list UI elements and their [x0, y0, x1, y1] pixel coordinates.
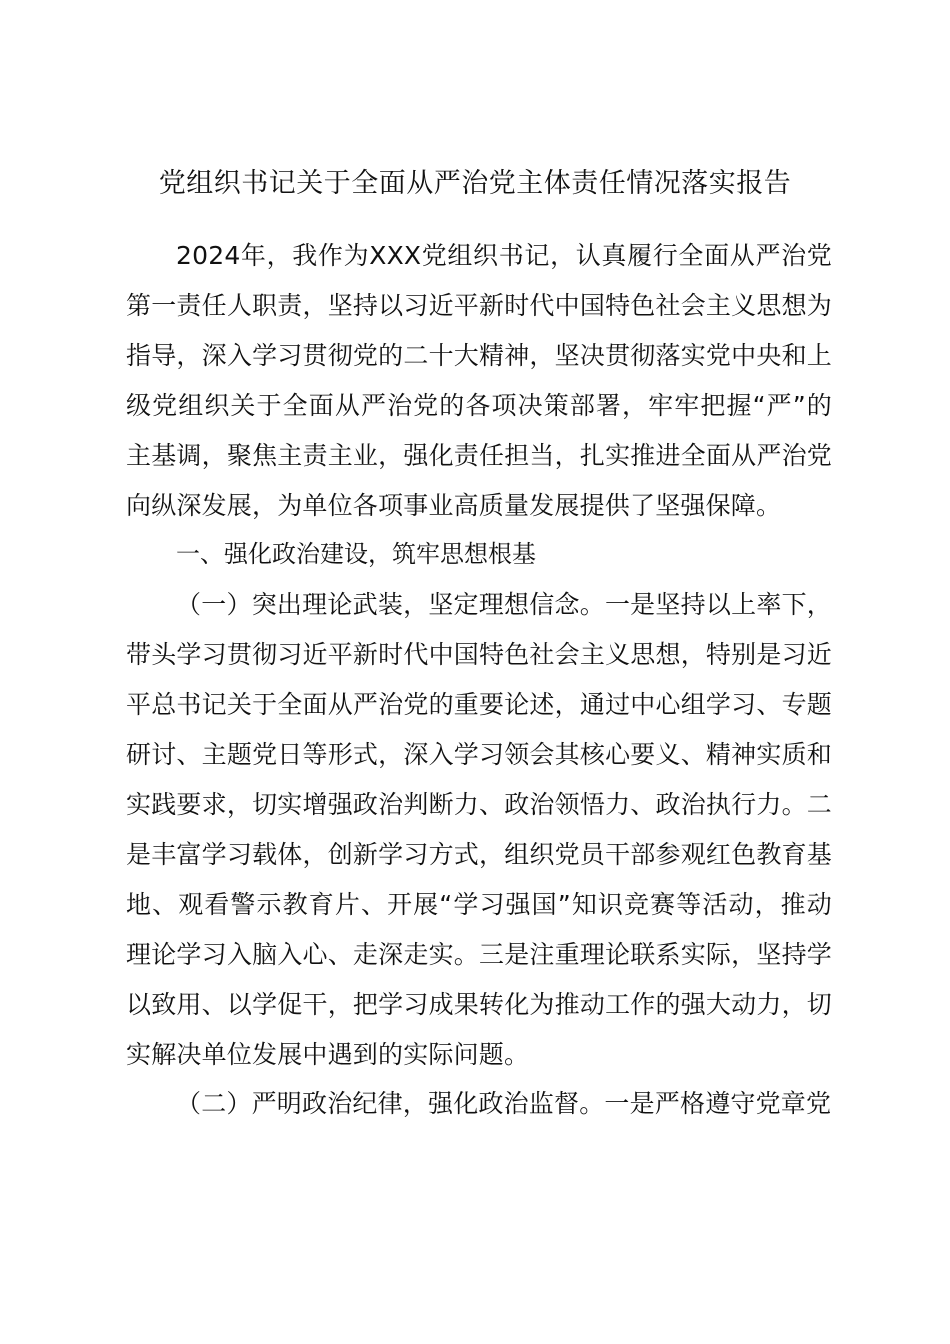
section-heading-1: 一、强化政治建设，筑牢思想根基	[176, 540, 536, 569]
document-title: 党组织书记关于全面从严治党主体责任情况落实报告	[158, 168, 792, 199]
subsection-paragraph-2: （二）严明政治纪律，强化政治监督。一是严格遵守党章党	[176, 1089, 832, 1119]
document-body	[126, 231, 832, 1129]
intro-paragraph: 2024年，我作为XXX党组织书记，认真履行全面从严治党第一责任人职责，坚持以习近平新时代中国特色社会主义思想为指导，深入学习贯彻党的二十大精神，坚决贯彻落实党中央和上级党组织关于全面从严治党的各项决策部署，牢牢把握“严”的主基调，聚焦主责主业，强化责任担当，扎实推进全面从严治党向纵深发展，为单位各项事业高质量发展提供了坚强保障。	[126, 241, 832, 520]
subsection-paragraph-1: （一）突出理论武装，坚定理想信念。一是坚持以上率下，带头学习贯彻习近平新时代中国特色社会主义思想，特别是习近平总书记关于全面从严治党的重要论述，通过中心组学习、专题研讨、主题党日等形式，深入学习领会其核心要义、精神实质和实践要求，切实增强政治判断力、政治领悟力、政治执行力。二是丰富学习载体，创新学习方式，组织党员干部参观红色教育基地、观看警示教育片、开展“学习强国”知识竞赛等活动，推动理论学习入脑入心、走深走实。三是注重理论联系实际，坚持学以致用、以学促干，把学习成果转化为推动工作的强大动力，切实解决单位发展中遇到的实际问题。	[126, 590, 832, 1069]
